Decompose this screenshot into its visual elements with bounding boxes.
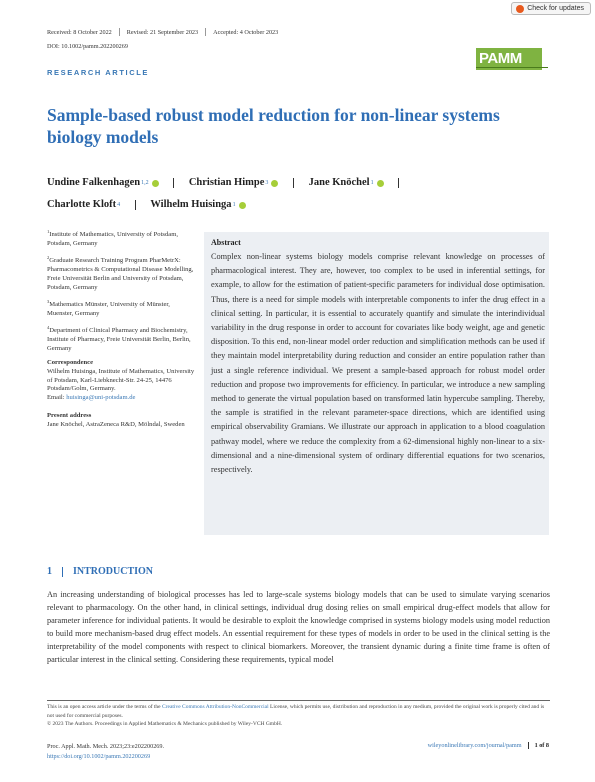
footer-divider [528, 742, 529, 749]
affiliation: $^2$Graduate Research Training Program PharMetrX: Pharmacometrics & Computational Disease Modelling, Freie Universität Berlin and University of Potsdam, Potsdam, Germany [47, 255, 194, 291]
doi-link[interactable]: https://doi.org/10.1002/pamm.202200269 [47, 752, 151, 760]
check-for-updates-button[interactable] [511, 2, 591, 15]
update-check-icon [516, 5, 524, 13]
license-notice: This is an open access article under the terms of the Creative Commons Attribution-NonCommercial License, which permits use, distribution and reproduction in any medium, provided the original work is properly cited and is not used for commercial purposes. © 2023 The Authors. Proceedings in Applied Mathematics & Mechanics published by Wiley-VCH GmbH. [47, 704, 545, 728]
email-link[interactable]: huisinga@uni-potsdam.de [66, 394, 136, 402]
author-divider [398, 178, 399, 188]
journal-logo: PAMM [476, 48, 548, 70]
introduction-text: An increasing understanding of biological processes has led to large-scale systems biology models that can be used to simulate varying scenarios relevant to pharmacology. On the other hand, in clinical settings, individual drug dosing relies on small empirical drug-effect models that allow for parameter inference for individual patients. It would be desirable to exploit the knowledge comprised in systems biology models using model reduction to build more mechanism-based drug effect models. An essential requirement for these types of models in order to be used in the clinical setting is the interpretability of the model components with respect to clinical biomarkers. Moreover, the transient dynamic during a finite time frame is often of particular interest in the clinical setting. Considering these requirements, typical model [47, 590, 550, 664]
orcid-icon[interactable] [152, 180, 159, 187]
article-type: RESEARCH ARTICLE [47, 68, 149, 77]
doi: DOI: 10.1002/pamm.202200269 [47, 43, 128, 50]
footer-rule [47, 700, 550, 701]
author-divider [293, 178, 294, 188]
citation: Proc. Appl. Math. Mech. 2023;23:e202200269. [47, 743, 165, 750]
journal-link[interactable]: wileyonlinelibrary.com/journal/pamm [427, 742, 522, 749]
license-link[interactable]: Creative Commons Attribution-NonCommercial [162, 704, 269, 710]
author-divider [135, 200, 136, 210]
abstract-heading: Abstract [211, 238, 241, 247]
affiliation: $^1$Institute of Mathematics, University of Potsdam, Potsdam, Germany [47, 229, 178, 248]
author-list [47, 172, 547, 216]
affiliation: $^4$Department of Clinical Pharmacy and Biochemistry, Institute of Pharmacy, Freie Universität Berlin, Berlin, Germany [47, 324, 191, 352]
author[interactable]: Jane Knöchel 1 [309, 172, 384, 194]
section-heading [47, 566, 153, 577]
abstract-text: Complex non-linear systems biology models comprise relevant knowledge on processes of pharmacological interest. They are, however, too complex to be used in inferential settings, for example, to allow for the estimation of patient-specific parameters for individual dose optimisation. Thus, there is a need for simple models with interpretable components to infer the drug effect in a clinical setting. In particular, it is essential to accurately quantify and simulate the interindividual variability in the drug response in order to account for covariates like body weight, age and genetic disposition. To this end, non-linear model order reduction and simplification methods can be used if they maintain model interpretability during reduction and consider an entire population rather than just a single reference individual. We present a sample-based approach for robust model order reduction and propose two improvements for efficiency. In particular, we introduce a new sampling method to generate the virtual population based on transformed latin hypercube sampling. Thereby, the sample is stratified in the relevant parameter-space directions, which are identified using empirical observability Gramians. We illustrate our approach in application to a blood coagulation pathway model, where we reduce the complexity from a 62-dimensional highly non-linear to a six-dimensional and a nine-dimensional system of ordinary differential equations for two scenarios, respectively. [211, 252, 545, 475]
history-divider [119, 28, 120, 36]
abstract-box [204, 232, 549, 535]
present-address-text: Jane Knöchel, AstraZeneca R&D, Mölndal, Sweden [47, 421, 185, 429]
accepted-date: Accepted: 4 October 2023 [213, 28, 279, 36]
author[interactable]: Christian Himpe 3 [189, 172, 279, 194]
orcid-icon[interactable] [271, 180, 278, 187]
author[interactable]: Undine Falkenhagen 1,2 [47, 172, 159, 194]
section-number: 1 [47, 566, 52, 577]
correspondence-heading: Correspondence [47, 358, 94, 366]
affiliations-column [47, 228, 197, 430]
footer-citation [47, 742, 164, 761]
article-history [47, 28, 278, 36]
correspondence-email: Email: huisinga@uni-potsdam.de [47, 394, 136, 402]
copyright-notice: © 2023 The Authors. Proceedings in Applied Mathematics & Mechanics published by Wiley-VCH GmbH. [47, 721, 283, 728]
affiliation: $^3$Mathematics Münster, University of Münster, Muenster, Germany [47, 298, 170, 317]
present-address-heading: Present address [47, 412, 92, 420]
check-for-updates-label: Check for updates [527, 5, 584, 12]
author-divider [173, 178, 174, 188]
history-divider [205, 28, 206, 36]
page-number: 1 of 8 [534, 742, 549, 749]
article-title: Sample-based robust model reduction for non-linear systems biology models [47, 105, 500, 147]
orcid-icon[interactable] [377, 180, 384, 187]
section-divider [62, 567, 63, 577]
revised-date: Revised: 21 September 2023 [126, 28, 199, 36]
correspondence-text: Wilhelm Huisinga, Institute of Mathematics, University of Potsdam, Karl-Liebknecht-Str. 24-25, 14476 Potsdam/Golm, Germany. [47, 367, 195, 393]
footer-right [428, 742, 549, 749]
orcid-icon[interactable] [239, 202, 246, 209]
section-title: INTRODUCTION [73, 566, 154, 577]
author[interactable]: Wilhelm Huisinga 1 [150, 194, 245, 216]
received-date: Received: 8 October 2022 [47, 28, 112, 36]
author[interactable]: Charlotte Kloft 4 [47, 199, 121, 210]
